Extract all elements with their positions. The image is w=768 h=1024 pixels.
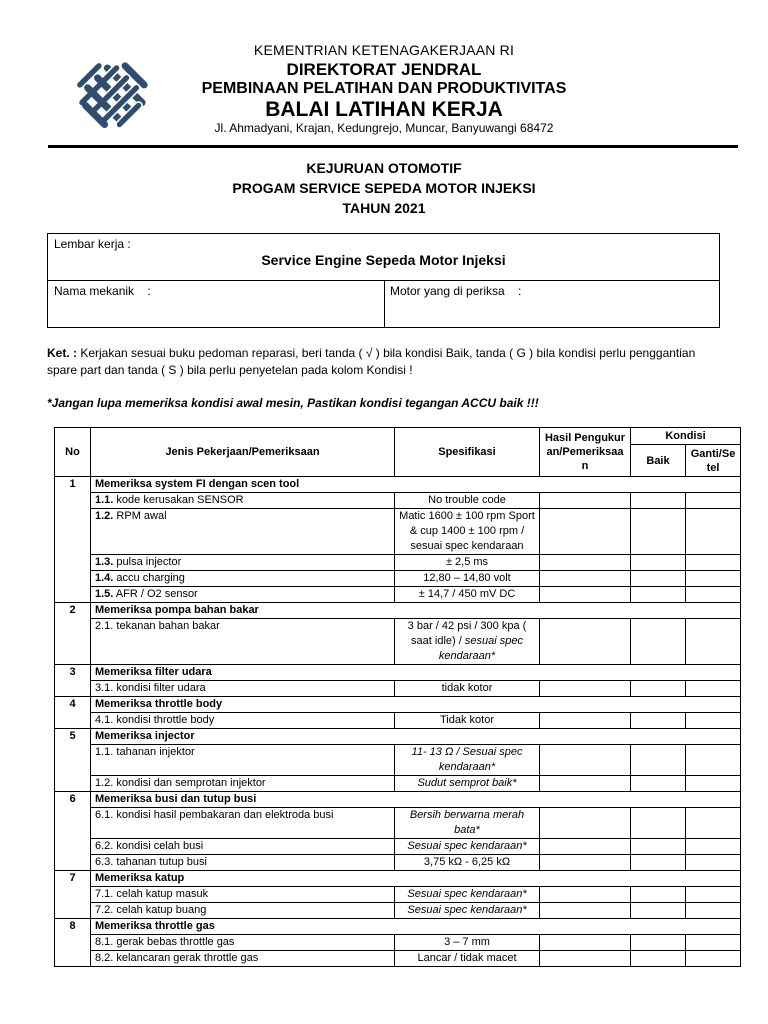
ganti-setel-check-cell[interactable] <box>686 855 741 871</box>
item-label <box>91 571 395 587</box>
baik-check-cell[interactable] <box>631 951 686 967</box>
number-cell-blank <box>55 887 91 903</box>
item-text: 1.2. kondisi dan semprotan injektor <box>95 777 266 789</box>
hasil-input-cell[interactable] <box>540 887 631 903</box>
section-title: Memeriksa pompa bahan bakar <box>91 603 741 619</box>
hasil-input-cell[interactable] <box>540 493 631 509</box>
item-spec: ± 2,5 ms <box>395 555 540 571</box>
table-row <box>55 903 741 919</box>
table-row <box>55 887 741 903</box>
number-cell-blank <box>55 587 91 603</box>
baik-check-cell[interactable] <box>631 509 686 555</box>
number-cell-blank <box>55 713 91 729</box>
item-text: 8.1. gerak bebas throttle gas <box>95 936 235 948</box>
lembar-kerja-label: Lembar kerja : <box>54 237 131 251</box>
baik-check-cell[interactable] <box>631 903 686 919</box>
ganti-setel-check-cell[interactable] <box>686 555 741 571</box>
lembar-kerja-title: Service Engine Sepeda Motor Injeksi <box>261 252 506 268</box>
baik-check-cell[interactable] <box>631 887 686 903</box>
item-spec-plain: 3 bar / 42 psi / 300 kpa ( saat idle) / <box>407 620 527 647</box>
number-cell-blank <box>55 903 91 919</box>
baik-check-cell[interactable] <box>631 493 686 509</box>
number-cell-blank <box>55 951 91 967</box>
item-spec: ± 14,7 / 450 mV DC <box>395 587 540 603</box>
section-title: Memeriksa throttle body <box>91 697 741 713</box>
baik-check-cell[interactable] <box>631 681 686 697</box>
header-jenis: Jenis Pekerjaan/Pemeriksaan <box>91 428 395 477</box>
item-text: 2.1. tekanan bahan bakar <box>95 620 220 632</box>
section-number: 1 <box>55 477 91 493</box>
item-spec: 3 – 7 mm <box>395 935 540 951</box>
table-row <box>55 571 741 587</box>
item-text: 3.1. kondisi filter udara <box>95 682 206 694</box>
instructions-text: Kerjakan sesuai buku pedoman reparasi, beri tanda ( √ ) bila kondisi Baik, tanda ( G ) bila kondisi perlu penggantian spare part dan tanda ( S ) bila perlu penyetelan pada kolom Kondisi ! <box>47 346 696 377</box>
number-cell-blank <box>55 839 91 855</box>
section-title: Memeriksa throttle gas <box>91 919 741 935</box>
inspection-table <box>54 427 741 967</box>
section-number: 6 <box>55 792 91 808</box>
item-text: RPM awal <box>113 510 167 522</box>
item-label <box>91 493 395 509</box>
item-spec: No trouble code <box>395 493 540 509</box>
item-number: 1.2. <box>95 510 114 522</box>
institution-name: BALAI LATIHAN KERJA <box>265 98 503 121</box>
hasil-input-cell[interactable] <box>540 808 631 839</box>
table-row <box>55 935 741 951</box>
item-label <box>91 776 395 792</box>
item-number: 1.3. <box>95 556 114 568</box>
section-row <box>55 871 741 887</box>
section-number: 2 <box>55 603 91 619</box>
section-row <box>55 919 741 935</box>
table-row <box>55 681 741 697</box>
number-cell-blank <box>55 509 91 555</box>
table-row <box>55 587 741 603</box>
item-spec-italic: sesuai spec kendaraan* <box>438 635 523 662</box>
item-text: 6.2. kondisi celah busi <box>95 840 204 852</box>
item-label <box>91 713 395 729</box>
section-title: Memeriksa system FI dengan scen tool <box>91 477 741 493</box>
item-text: kode kerusakan SENSOR <box>113 494 244 506</box>
number-cell-blank <box>55 808 91 839</box>
hasil-input-cell[interactable] <box>540 855 631 871</box>
info-divider <box>384 280 385 328</box>
hasil-input-cell[interactable] <box>540 745 631 776</box>
ganti-setel-check-cell[interactable] <box>686 935 741 951</box>
item-text: 7.1. celah katup masuk <box>95 888 209 900</box>
ganti-setel-check-cell[interactable] <box>686 587 741 603</box>
item-label <box>91 951 395 967</box>
item-text: 4.1. kondisi throttle body <box>95 714 215 726</box>
item-label <box>91 808 395 839</box>
baik-check-cell[interactable] <box>631 713 686 729</box>
table-row <box>55 745 741 776</box>
number-cell-blank <box>55 935 91 951</box>
item-label <box>91 903 395 919</box>
section-row <box>55 665 741 681</box>
hasil-input-cell[interactable] <box>540 681 631 697</box>
number-cell-blank <box>55 855 91 871</box>
section-title: Memeriksa filter udara <box>91 665 741 681</box>
worksheet-info-box <box>47 233 720 328</box>
item-spec: 11- 13 Ω / Sesuai spec kendaraan* <box>395 745 540 776</box>
item-spec: Lancar / tidak macet <box>395 951 540 967</box>
baik-check-cell[interactable] <box>631 839 686 855</box>
item-label <box>91 935 395 951</box>
section-title: Memeriksa injector <box>91 729 741 745</box>
ministry-name: KEMENTRIAN KETENAGAKERJAAN RI <box>253 42 515 58</box>
item-label <box>91 587 395 603</box>
item-text: pulsa injector <box>113 556 182 568</box>
item-label <box>91 855 395 871</box>
table-row <box>55 855 741 871</box>
header-baik: Baik <box>631 445 686 477</box>
institution-address: Jl. Ahmadyani, Krajan, Kedungrejo, Muncar, Banyuwangi 68472 <box>214 121 554 135</box>
item-label <box>91 619 395 665</box>
item-spec <box>395 619 540 665</box>
ganti-setel-check-cell[interactable] <box>686 713 741 729</box>
item-number: 1.1. <box>95 494 114 506</box>
table-row <box>55 951 741 967</box>
motor-checked-field[interactable]: Motor yang di periksa : <box>390 284 522 298</box>
warning-note: *Jangan lupa memeriksa kondisi awal mesin, Pastikan kondisi tegangan ACCU baik !!! <box>47 396 539 410</box>
hasil-input-cell[interactable] <box>540 903 631 919</box>
ganti-setel-check-cell[interactable] <box>686 776 741 792</box>
baik-check-cell[interactable] <box>631 587 686 603</box>
number-cell-blank <box>55 776 91 792</box>
directorate-name: DIREKTORAT JENDRAL <box>286 60 482 79</box>
table-row <box>55 713 741 729</box>
item-label <box>91 745 395 776</box>
section-number: 3 <box>55 665 91 681</box>
item-label <box>91 839 395 855</box>
hasil-input-cell[interactable] <box>540 713 631 729</box>
table-row <box>55 493 741 509</box>
item-text: 6.1. kondisi hasil pembakaran dan elektroda busi <box>95 809 334 821</box>
instructions-label: Ket. : <box>47 346 77 360</box>
item-spec: Tidak kotor <box>395 713 540 729</box>
hasil-input-cell[interactable] <box>540 571 631 587</box>
section-number: 7 <box>55 871 91 887</box>
baik-check-cell[interactable] <box>631 935 686 951</box>
item-text: AFR / O2 sensor <box>113 588 198 600</box>
title-line-1: KEJURUAN OTOMOTIF <box>306 160 462 176</box>
ganti-setel-check-cell[interactable] <box>686 887 741 903</box>
item-spec: 12,80 – 14,80 volt <box>395 571 540 587</box>
item-spec: Matic 1600 ± 100 rpm Sport & cup 1400 ± 100 rpm / sesuai spec kendaraan <box>395 509 540 555</box>
number-cell-blank <box>55 493 91 509</box>
baik-check-cell[interactable] <box>631 745 686 776</box>
header-kondisi: Kondisi <box>631 428 741 445</box>
item-spec: 3,75 kΩ - 6,25 kΩ <box>395 855 540 871</box>
letterhead-divider <box>48 145 738 148</box>
section-title: Memeriksa katup <box>91 871 741 887</box>
number-cell-blank <box>55 619 91 665</box>
ganti-setel-check-cell[interactable] <box>686 808 741 839</box>
item-spec: Bersih berwarna merah bata* <box>395 808 540 839</box>
number-cell-blank <box>55 571 91 587</box>
section-number: 8 <box>55 919 91 935</box>
hasil-input-cell[interactable] <box>540 951 631 967</box>
item-spec: Sesuai spec kendaraan* <box>395 903 540 919</box>
baik-check-cell[interactable] <box>631 855 686 871</box>
item-spec: Sudut semprot baik* <box>395 776 540 792</box>
header-spesifikasi: Spesifikasi <box>395 428 540 477</box>
section-title: Memeriksa busi dan tutup busi <box>91 792 741 808</box>
baik-check-cell[interactable] <box>631 808 686 839</box>
section-number: 4 <box>55 697 91 713</box>
ganti-setel-check-cell[interactable] <box>686 509 741 555</box>
ganti-setel-check-cell[interactable] <box>686 493 741 509</box>
number-cell-blank <box>55 745 91 776</box>
item-text: 8.2. kelancaran gerak throttle gas <box>95 952 259 964</box>
item-label <box>91 509 395 555</box>
hasil-input-cell[interactable] <box>540 509 631 555</box>
baik-check-cell[interactable] <box>631 555 686 571</box>
header-no: No <box>55 428 91 477</box>
hasil-input-cell[interactable] <box>540 776 631 792</box>
ganti-setel-check-cell[interactable] <box>686 619 741 665</box>
item-spec: Sesuai spec kendaraan* <box>395 839 540 855</box>
table-row <box>55 619 741 665</box>
info-header-row <box>48 234 719 281</box>
number-cell-blank <box>55 555 91 571</box>
ganti-setel-check-cell[interactable] <box>686 903 741 919</box>
ganti-setel-check-cell[interactable] <box>686 951 741 967</box>
instructions <box>47 345 727 379</box>
table-row <box>55 839 741 855</box>
section-row <box>55 792 741 808</box>
table-row <box>55 808 741 839</box>
baik-check-cell[interactable] <box>631 776 686 792</box>
hasil-input-cell[interactable] <box>540 839 631 855</box>
section-row <box>55 603 741 619</box>
item-number: 1.4. <box>95 572 114 584</box>
title-line-2: PROGAM SERVICE SEPEDA MOTOR INJEKSI <box>232 180 536 196</box>
table-row <box>55 776 741 792</box>
section-number: 5 <box>55 729 91 745</box>
item-text: 7.2. celah katup buang <box>95 904 207 916</box>
item-label <box>91 681 395 697</box>
ganti-setel-check-cell[interactable] <box>686 571 741 587</box>
mechanic-name-field[interactable]: Nama mekanik : <box>54 284 151 298</box>
hasil-input-cell[interactable] <box>540 619 631 665</box>
item-number: 1.5. <box>95 588 114 600</box>
ganti-setel-check-cell[interactable] <box>686 839 741 855</box>
division-name: PEMBINAAN PELATIHAN DAN PRODUKTIVITAS <box>201 80 567 97</box>
header-hasil: Hasil Pengukuran/Pemeriksaan <box>540 428 631 477</box>
item-text: 1.1. tahanan injektor <box>95 746 195 758</box>
item-text: accu charging <box>113 572 185 584</box>
ganti-setel-check-cell[interactable] <box>686 681 741 697</box>
table-row <box>55 555 741 571</box>
section-row <box>55 697 741 713</box>
hasil-input-cell[interactable] <box>540 555 631 571</box>
ganti-setel-check-cell[interactable] <box>686 745 741 776</box>
ministry-logo <box>70 56 154 140</box>
item-label <box>91 887 395 903</box>
item-text: 6.3. tahanan tutup busi <box>95 856 207 868</box>
section-row <box>55 729 741 745</box>
table-row <box>55 509 741 555</box>
hasil-input-cell[interactable] <box>540 587 631 603</box>
title-line-3: TAHUN 2021 <box>342 200 426 216</box>
inspection-table-body <box>55 477 741 967</box>
section-row <box>55 477 741 493</box>
header-ganti: Ganti/Setel <box>686 445 741 477</box>
item-label <box>91 555 395 571</box>
baik-check-cell[interactable] <box>631 571 686 587</box>
baik-check-cell[interactable] <box>631 619 686 665</box>
number-cell-blank <box>55 681 91 697</box>
hasil-input-cell[interactable] <box>540 935 631 951</box>
item-spec: tidak kotor <box>395 681 540 697</box>
item-spec: Sesuai spec kendaraan* <box>395 887 540 903</box>
